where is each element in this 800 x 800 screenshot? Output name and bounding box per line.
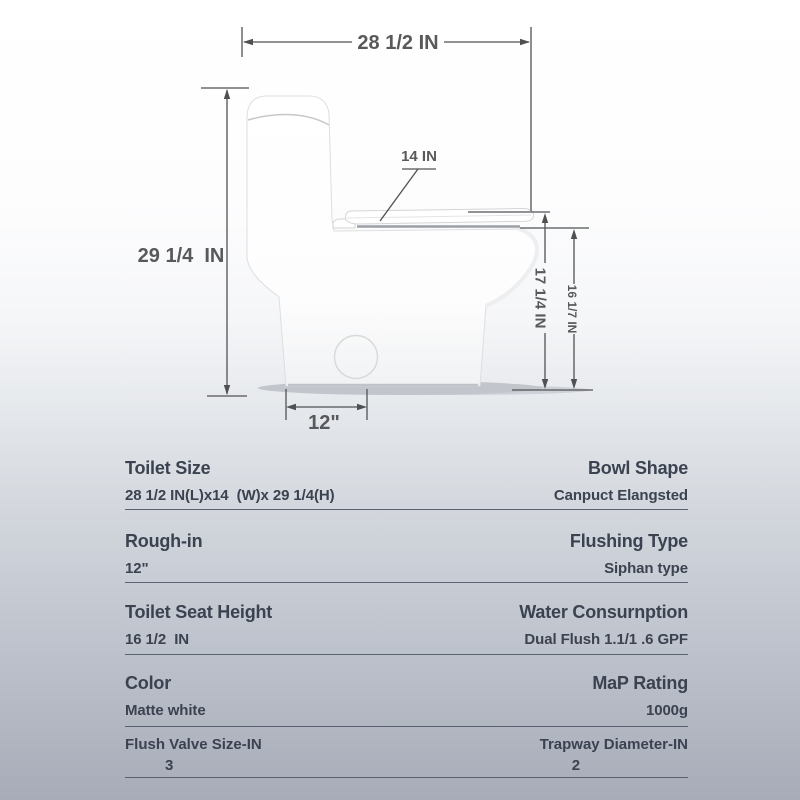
dim-label-overall-width: 28 1/2 IN [357,32,439,54]
divider [125,777,688,778]
divider [125,654,688,655]
spec-label: Water Consurnption [519,602,688,622]
dim-label-bowl-height: 16 1/7 IN [565,284,579,334]
spec-value: Matte white [125,702,206,719]
dim-label-rough-in: 12" [308,412,340,434]
spec-row-seat-height [125,602,688,648]
spec-row-toilet-size [125,458,688,504]
spec-value: 28 1/2 IN(L)x14 (W)x 29 1/4(H) [125,487,335,504]
spec-value: Canpuct Elangsted [553,487,688,504]
spec-label: Bowl Shape [587,458,688,478]
spec-value: 16 1/2 IN [125,631,190,648]
spec-row-color [125,673,688,719]
spec-label: Rough-in [125,531,203,551]
spec-label: Color [125,673,171,693]
spec-label: Flushing Type [569,531,688,551]
spec-value: Dual Flush 1.1/1 .6 GPF [524,631,688,648]
spec-label: Toilet Seat Height [125,602,273,622]
spec-label: Trapway Diameter-IN [539,736,688,753]
spec-value: 2 [571,757,580,774]
spec-label: Flush Valve Size-IN [125,736,262,753]
dim-label-seat-length: 14 IN [401,148,437,165]
divider [125,726,688,727]
divider [125,509,688,510]
spec-value: 12" [125,560,149,577]
dim-label-overall-height: 29 1/4 IN [137,245,225,267]
spec-value: 1000g [645,702,688,719]
spec-value: 3 [165,757,174,774]
spec-label: Toilet Size [125,458,211,478]
divider [125,582,688,583]
spec-label: MaP Rating [592,673,688,693]
spec-row-rough-in [125,531,688,577]
spec-row-valve-trapway [125,736,688,774]
spec-value: Siphan type [604,560,688,577]
dim-label-seat-height: 17 1/4 IN [531,267,549,329]
